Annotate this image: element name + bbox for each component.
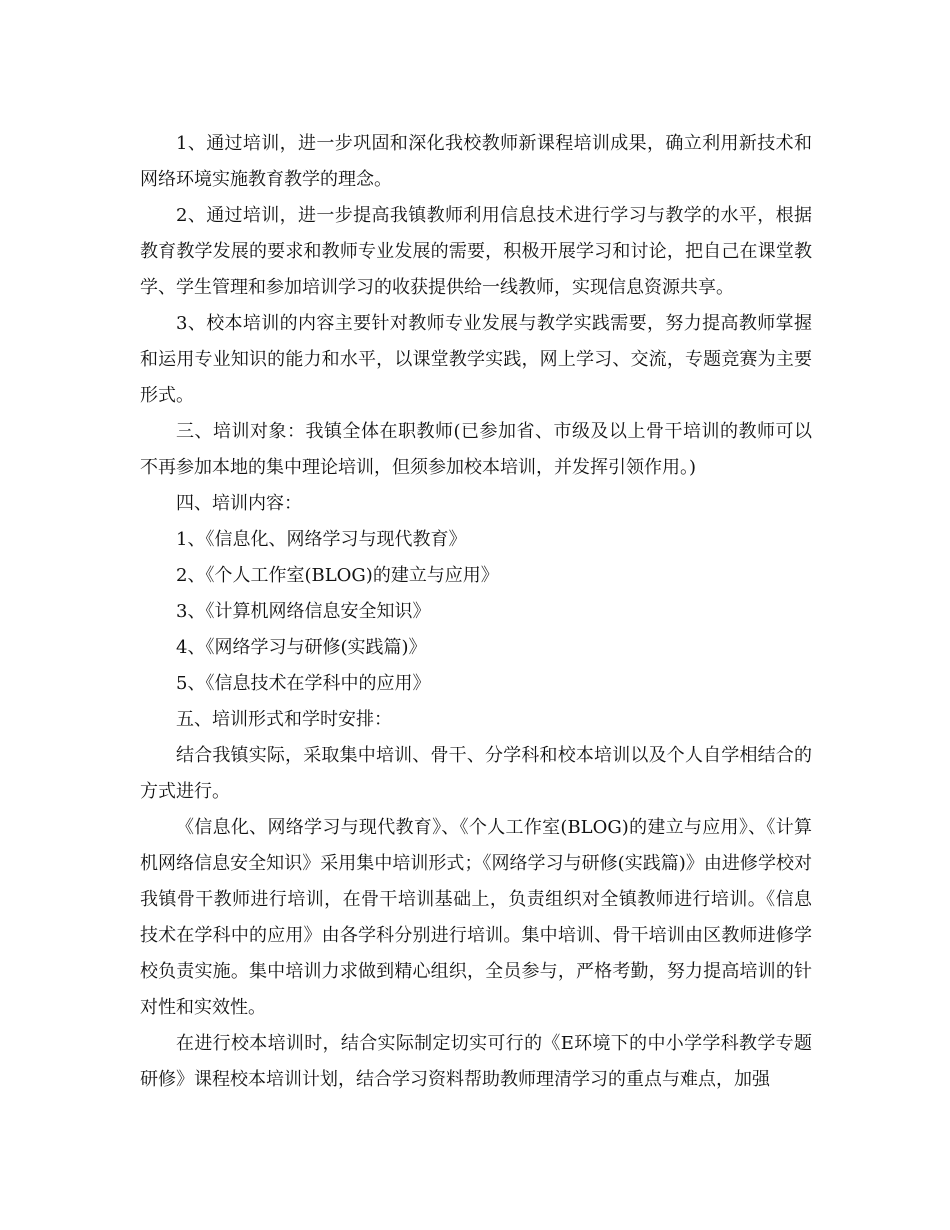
paragraph-format-overview: 结合我镇实际，采取集中培训、骨干、分学科和校本培训以及个人自学相结合的方式进行。 — [140, 745, 812, 802]
list-item-course-4: 4、《网络学习与研修(实践篇)》 — [176, 637, 427, 658]
list-item-course-1: 1、《信息化、网络学习与现代教育》 — [176, 529, 467, 550]
document-body — [140, 126, 812, 1098]
list-item-course-2: 2、《个人工作室(BLOG)的建立与应用》 — [176, 565, 499, 586]
heading-training-format: 五、培训形式和学时安排： — [176, 709, 392, 730]
paragraph-goal-3: 3、校本培训的内容主要针对教师专业发展与教学实践需要，努力提高教师掌握和运用专业知识的能力和水平，以课堂教学实践，网上学习、交流，专题竞赛为主要形式。 — [140, 313, 812, 406]
heading-training-content: 四、培训内容： — [176, 493, 302, 514]
list-item-course-3: 3、《计算机网络信息安全知识》 — [176, 601, 431, 622]
paragraph-school-based-training: 在进行校本培训时，结合实际制定切实可行的《E环境下的中小学学科教学专题研修》课程校本培训计划，结合学习资料帮助教师理清学习的重点与难点，加强 — [140, 1033, 812, 1090]
paragraph-training-targets: 三、培训对象：我镇全体在职教师(已参加省、市级及以上骨干培训的教师可以不再参加本地的集中理论培训，但须参加校本培训，并发挥引领作用。) — [140, 421, 812, 478]
paragraph-goal-2: 2、通过培训，进一步提高我镇教师利用信息技术进行学习与教学的水平，根据教育教学发展的要求和教师专业发展的需要，积极开展学习和讨论，把自己在课堂教学、学生管理和参加培训学习的收获提供给一线教师，实现信息资源共享。 — [140, 205, 812, 298]
list-item-course-5: 5、《信息技术在学科中的应用》 — [176, 673, 431, 694]
paragraph-goal-1: 1、通过培训，进一步巩固和深化我校教师新课程培训成果，确立利用新技术和网络环境实施教育教学的理念。 — [140, 133, 812, 190]
paragraph-format-details: 《信息化、网络学习与现代教育》、《个人工作室(BLOG)的建立与应用》、《计算机网络信息安全知识》采用集中培训形式；《网络学习与研修(实践篇)》由进修学校对我镇骨干教师进行培训，在骨干培训基础上，负责组织对全镇教师进行培训。《信息技术在学科中的应用》由各学科分别进行培训。集中培训、骨干培训由区教师进修学校负责实施。集中培训力求做到精心组织，全员参与，严格考勤，努力提高培训的针对性和实效性。 — [140, 817, 812, 1018]
